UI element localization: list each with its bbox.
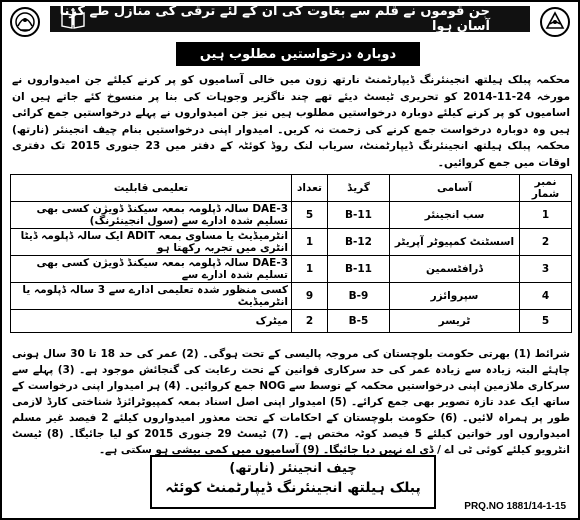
page-title: دوبارہ درخواستیں مطلوب ہیں [176, 42, 420, 66]
cell-qualification: 3-DAE سالہ ڈپلومہ بمعہ سیکنڈ ڈویژن کسی بھی تسلیم شدہ ادارے سے [11, 256, 292, 283]
table-row [11, 256, 572, 283]
cell-grade: B-12 [328, 229, 390, 256]
cell-sno: 5 [520, 310, 572, 333]
cell-qualification: میٹرک [11, 310, 292, 333]
table-header-row [11, 175, 572, 202]
table-row [11, 283, 572, 310]
open-book-pen-icon [60, 7, 86, 31]
intro-paragraph: محکمہ پبلک ہیلتھ انجینئرنگ ڈیپارٹمنٹ نارتھ زون میں خالی آسامیوں کو پر کرنے کیلئے جن امیدواروں نے مورخہ 24-11-2014 کو تحریری ٹیسٹ دیئے تھے چند ناگزیر وجوہات کی بنا پر منسوخ کئے جاتے ہیں ان اسامیوں کو پر کرنے کیلئے دوبارہ درخواستیں مطلوب ہیں نیز جن امیدواروں نے پہلے درخواستیں جمع کرائی ہیں وہ دوبارہ درخواست جمع کرنے کی زحمت نہ کریں۔ امیدوار اپنی درخواستیں بنام چیف انجینئر (نارتھ) محکمہ پبلک ہیلتھ انجینئرنگ ڈیپارٹمنٹ، سریاب لنک روڈ کوئٹہ کے دفتر میں 23 جنوری 2015 تک دفتری اوقات میں جمع کروائیں۔ [12, 74, 570, 169]
cell-grade: B-11 [328, 256, 390, 283]
department-seal-icon [536, 5, 574, 39]
cell-post: اسسٹنٹ کمپیوٹر آپریٹر [390, 229, 520, 256]
cell-post: ڈرافٹسمین [390, 256, 520, 283]
table-row [11, 310, 572, 333]
header-post: آسامی [390, 175, 520, 202]
cell-count: 9 [292, 283, 328, 310]
signature-box [150, 455, 436, 509]
cell-qualification: کسی منظور شدہ تعلیمی ادارے سے 3 سالہ ڈپلومہ یا انٹرمیڈیٹ [11, 283, 292, 310]
cell-post: ٹریسر [390, 310, 520, 333]
terms-paragraph: شرائط (1) بھرتی حکومت بلوچستان کی مروجہ پالیسی کے تحت ہوگی۔ (2) عمر کی حد 18 تا 30 سال ہونی چاہئے البتہ زیادہ سے زیادہ عمر کی حد سرکاری قوانین کے تحت رعایت کی گنجائش موجود ہے۔ (3) پہلے سے سرکاری ملازمین اپنی درخواستیں محکمہ کے توسط سے NOG جمع کروائیں۔ (4) ہر امیدوار اپنی درخواست کے ساتھ ایک عدد تازہ تصویر بھی جمع کرائے۔ (5) امیدوار اپنی اصل اسناد بمعہ کمپیوٹرائزڈ شناختی کارڈ لازمی طور پر ہمراہ لائیں۔ (6) حکومت بلوچستان کے احکامات کے تحت معذور امیدواروں کیلئے 2 فیصد غیر مسلم امیدواروں اور خواتین کیلئے 5 فیصد کوٹہ مختص ہے۔ (7) ٹیسٹ 29 جنوری 2015 کو لیا جائیگا۔ (8) ٹیسٹ انٹرویو کیلئے کوئی ٹی اے / ڈی اے نہیں دیا جائیگا۔ (9) آسامیوں میں کمی بیشی ہو سکتی ہے۔ [12, 348, 571, 456]
cell-post: سپروائزر [390, 283, 520, 310]
motto-text: جن قوموں نے قلم سے بغاوت کی ان کے لئے ترقی کی منازل طے کرنا آسان ہوا [59, 4, 490, 34]
table-row [11, 229, 572, 256]
header [2, 2, 578, 42]
signature-title: چیف انجینئر (نارتھ) [229, 461, 357, 476]
cell-count: 2 [292, 310, 328, 333]
cell-grade: B-9 [328, 283, 390, 310]
signature-department: پبلک ہیلتھ انجینئرنگ ڈیپارٹمنٹ کوئٹہ [165, 480, 421, 496]
government-emblem-icon [6, 5, 44, 39]
cell-qualification: 3-DAE سالہ ڈپلومہ بمعہ سیکنڈ ڈویژن کسی بھی تسلیم شدہ ادارے سے (سول انجینئرنگ) [11, 202, 292, 229]
cell-sno: 2 [520, 229, 572, 256]
cell-grade: B-5 [328, 310, 390, 333]
header-sno: نمبر شمار [520, 175, 572, 202]
cell-sno: 4 [520, 283, 572, 310]
cell-count: 1 [292, 256, 328, 283]
cell-qualification: انٹرمیڈیٹ یا مساوی بمعہ ADIT ایک سالہ ڈپلومہ ڈیٹا انٹری میں تجربہ رکھتا ہو [11, 229, 292, 256]
prq-number: PRQ.NO 1881/14-1-15 [464, 501, 566, 512]
cell-grade: B-11 [328, 202, 390, 229]
header-grade: گریڈ [328, 175, 390, 202]
cell-sno: 1 [520, 202, 572, 229]
vacancies-table [10, 174, 572, 333]
motto-banner [50, 6, 530, 32]
cell-post: سب انجینئر [390, 202, 520, 229]
cell-sno: 3 [520, 256, 572, 283]
header-qualification: تعلیمی قابلیت [11, 175, 292, 202]
cell-count: 1 [292, 229, 328, 256]
table-row [11, 202, 572, 229]
header-count: تعداد [292, 175, 328, 202]
cell-count: 5 [292, 202, 328, 229]
